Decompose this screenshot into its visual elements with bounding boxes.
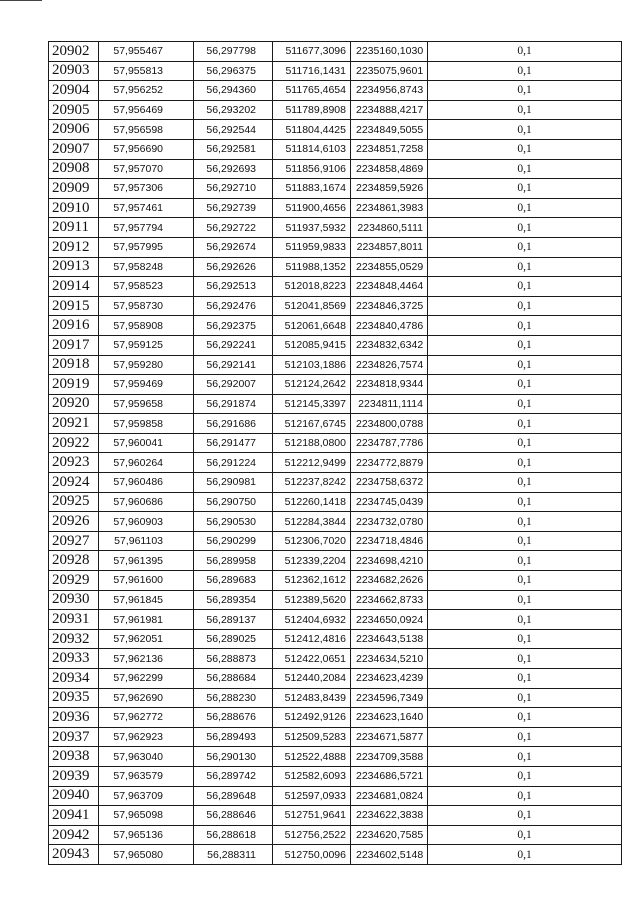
y-coordinate-cell: 2234800,0788 <box>351 414 428 434</box>
y-coordinate-cell: 2234596,7349 <box>351 688 428 708</box>
x-coordinate-cell: 512483,8439 <box>273 688 351 708</box>
point-number-cell: 20905 <box>49 100 99 120</box>
table-row <box>49 629 622 649</box>
table-row <box>49 610 622 630</box>
x-coordinate-cell: 511814,6103 <box>273 139 351 159</box>
latitude-cell: 57,965080 <box>99 845 194 865</box>
table-row <box>49 473 622 493</box>
latitude-cell: 57,965098 <box>99 806 194 826</box>
point-number-cell: 20927 <box>49 531 99 551</box>
y-coordinate-cell: 2234849,5055 <box>351 120 428 140</box>
longitude-cell: 56,296375 <box>194 61 273 81</box>
longitude-cell: 56,288230 <box>194 688 273 708</box>
latitude-cell: 57,958523 <box>99 277 194 297</box>
y-coordinate-cell: 2234718,4846 <box>351 531 428 551</box>
point-number-cell: 20922 <box>49 433 99 453</box>
table-row <box>49 120 622 140</box>
latitude-cell: 57,963040 <box>99 747 194 767</box>
x-coordinate-cell: 512339,2204 <box>273 551 351 571</box>
y-coordinate-cell: 2234851,7258 <box>351 139 428 159</box>
x-coordinate-cell: 511804,4425 <box>273 120 351 140</box>
value-cell: 0,1 <box>428 237 622 257</box>
y-coordinate-cell: 2234622,3838 <box>351 806 428 826</box>
table-row <box>49 277 622 297</box>
longitude-cell: 56,292693 <box>194 159 273 179</box>
y-coordinate-cell: 2234888,4217 <box>351 100 428 120</box>
longitude-cell: 56,289493 <box>194 727 273 747</box>
latitude-cell: 57,957794 <box>99 218 194 238</box>
latitude-cell: 57,956469 <box>99 100 194 120</box>
longitude-cell: 56,292007 <box>194 375 273 395</box>
point-number-cell: 20904 <box>49 81 99 101</box>
x-coordinate-cell: 512212,9499 <box>273 453 351 473</box>
point-number-cell: 20917 <box>49 335 99 355</box>
x-coordinate-cell: 512284,3844 <box>273 512 351 532</box>
table-row <box>49 708 622 728</box>
y-coordinate-cell: 2234846,3725 <box>351 296 428 316</box>
point-number-cell: 20931 <box>49 610 99 630</box>
point-number-cell: 20923 <box>49 453 99 473</box>
longitude-cell: 56,289137 <box>194 610 273 630</box>
table-row <box>49 81 622 101</box>
latitude-cell: 57,961981 <box>99 610 194 630</box>
latitude-cell: 57,963709 <box>99 786 194 806</box>
table-row <box>49 688 622 708</box>
point-number-cell: 20916 <box>49 316 99 336</box>
x-coordinate-cell: 512167,6745 <box>273 414 351 434</box>
longitude-cell: 56,292141 <box>194 355 273 375</box>
x-coordinate-cell: 512362,1612 <box>273 571 351 591</box>
table-row <box>49 42 622 62</box>
x-coordinate-cell: 511883,1674 <box>273 179 351 199</box>
x-coordinate-cell: 512188,0800 <box>273 433 351 453</box>
longitude-cell: 56,294360 <box>194 81 273 101</box>
table-row <box>49 433 622 453</box>
value-cell: 0,1 <box>428 551 622 571</box>
table-row <box>49 649 622 669</box>
latitude-cell: 57,956252 <box>99 81 194 101</box>
value-cell: 0,1 <box>428 159 622 179</box>
value-cell: 0,1 <box>428 531 622 551</box>
point-number-cell: 20935 <box>49 688 99 708</box>
longitude-cell: 56,292674 <box>194 237 273 257</box>
value-cell: 0,1 <box>428 806 622 826</box>
table-row <box>49 492 622 512</box>
point-number-cell: 20936 <box>49 708 99 728</box>
point-number-cell: 20909 <box>49 179 99 199</box>
value-cell: 0,1 <box>428 492 622 512</box>
y-coordinate-cell: 2234787,7786 <box>351 433 428 453</box>
y-coordinate-cell: 2234623,1640 <box>351 708 428 728</box>
table-row <box>49 316 622 336</box>
point-number-cell: 20926 <box>49 512 99 532</box>
table-row <box>49 257 622 277</box>
y-coordinate-cell: 2234858,4869 <box>351 159 428 179</box>
value-cell: 0,1 <box>428 825 622 845</box>
y-coordinate-cell: 2234861,3983 <box>351 198 428 218</box>
y-coordinate-cell: 2235160,1030 <box>351 42 428 62</box>
longitude-cell: 56,288873 <box>194 649 273 669</box>
point-number-cell: 20908 <box>49 159 99 179</box>
y-coordinate-cell: 2234818,9344 <box>351 375 428 395</box>
x-coordinate-cell: 511765,4654 <box>273 81 351 101</box>
value-cell: 0,1 <box>428 81 622 101</box>
value-cell: 0,1 <box>428 610 622 630</box>
point-number-cell: 20934 <box>49 669 99 689</box>
y-coordinate-cell: 2234643,5138 <box>351 629 428 649</box>
y-coordinate-cell: 2234772,8879 <box>351 453 428 473</box>
longitude-cell: 56,292626 <box>194 257 273 277</box>
x-coordinate-cell: 511789,8908 <box>273 100 351 120</box>
value-cell: 0,1 <box>428 100 622 120</box>
value-cell: 0,1 <box>428 335 622 355</box>
latitude-cell: 57,957461 <box>99 198 194 218</box>
y-coordinate-cell: 2234623,4239 <box>351 669 428 689</box>
longitude-cell: 56,289958 <box>194 551 273 571</box>
longitude-cell: 56,293202 <box>194 100 273 120</box>
point-number-cell: 20938 <box>49 747 99 767</box>
y-coordinate-cell: 2234709,3588 <box>351 747 428 767</box>
table-row <box>49 355 622 375</box>
y-coordinate-cell: 2234758,6372 <box>351 473 428 493</box>
latitude-cell: 57,955467 <box>99 42 194 62</box>
table-row <box>49 198 622 218</box>
value-cell: 0,1 <box>428 747 622 767</box>
longitude-cell: 56,291224 <box>194 453 273 473</box>
latitude-cell: 57,962772 <box>99 708 194 728</box>
x-coordinate-cell: 511900,4656 <box>273 198 351 218</box>
y-coordinate-cell: 2235075,9601 <box>351 61 428 81</box>
longitude-cell: 56,292581 <box>194 139 273 159</box>
value-cell: 0,1 <box>428 257 622 277</box>
x-coordinate-cell: 511856,9106 <box>273 159 351 179</box>
value-cell: 0,1 <box>428 708 622 728</box>
y-coordinate-cell: 2234840,4786 <box>351 316 428 336</box>
value-cell: 0,1 <box>428 669 622 689</box>
table-row <box>49 218 622 238</box>
y-coordinate-cell: 2234620,7585 <box>351 825 428 845</box>
latitude-cell: 57,962051 <box>99 629 194 649</box>
x-coordinate-cell: 512237,8242 <box>273 473 351 493</box>
x-coordinate-cell: 512404,6932 <box>273 610 351 630</box>
longitude-cell: 56,292476 <box>194 296 273 316</box>
point-number-cell: 20919 <box>49 375 99 395</box>
table-row <box>49 394 622 414</box>
point-number-cell: 20921 <box>49 414 99 434</box>
latitude-cell: 57,960686 <box>99 492 194 512</box>
value-cell: 0,1 <box>428 139 622 159</box>
longitude-cell: 56,290750 <box>194 492 273 512</box>
y-coordinate-cell: 2234671,5877 <box>351 727 428 747</box>
latitude-cell: 57,959125 <box>99 335 194 355</box>
y-coordinate-cell: 2234811,1114 <box>351 394 428 414</box>
value-cell: 0,1 <box>428 590 622 610</box>
point-number-cell: 20943 <box>49 845 99 865</box>
value-cell: 0,1 <box>428 316 622 336</box>
value-cell: 0,1 <box>428 453 622 473</box>
longitude-cell: 56,292513 <box>194 277 273 297</box>
point-number-cell: 20924 <box>49 473 99 493</box>
x-coordinate-cell: 512041,8569 <box>273 296 351 316</box>
value-cell: 0,1 <box>428 473 622 493</box>
y-coordinate-cell: 2234681,0824 <box>351 786 428 806</box>
value-cell: 0,1 <box>428 296 622 316</box>
latitude-cell: 57,960486 <box>99 473 194 493</box>
longitude-cell: 56,288618 <box>194 825 273 845</box>
longitude-cell: 56,289742 <box>194 766 273 786</box>
table-row <box>49 845 622 865</box>
table-row <box>49 531 622 551</box>
value-cell: 0,1 <box>428 394 622 414</box>
x-coordinate-cell: 512422,0651 <box>273 649 351 669</box>
value-cell: 0,1 <box>428 61 622 81</box>
latitude-cell: 57,960041 <box>99 433 194 453</box>
table-row <box>49 590 622 610</box>
point-number-cell: 20928 <box>49 551 99 571</box>
y-coordinate-cell: 2234860,5111 <box>351 218 428 238</box>
point-number-cell: 20930 <box>49 590 99 610</box>
point-number-cell: 20942 <box>49 825 99 845</box>
longitude-cell: 56,291477 <box>194 433 273 453</box>
latitude-cell: 57,962923 <box>99 727 194 747</box>
y-coordinate-cell: 2234634,5210 <box>351 649 428 669</box>
x-coordinate-cell: 512492,9126 <box>273 708 351 728</box>
x-coordinate-cell: 512440,2084 <box>273 669 351 689</box>
table-row <box>49 571 622 591</box>
table-row <box>49 551 622 571</box>
x-coordinate-cell: 511716,1431 <box>273 61 351 81</box>
y-coordinate-cell: 2234686,5721 <box>351 766 428 786</box>
longitude-cell: 56,292241 <box>194 335 273 355</box>
latitude-cell: 57,962299 <box>99 669 194 689</box>
value-cell: 0,1 <box>428 355 622 375</box>
x-coordinate-cell: 511959,9833 <box>273 237 351 257</box>
longitude-cell: 56,289648 <box>194 786 273 806</box>
x-coordinate-cell: 512103,1886 <box>273 355 351 375</box>
latitude-cell: 57,959469 <box>99 375 194 395</box>
latitude-cell: 57,962690 <box>99 688 194 708</box>
y-coordinate-cell: 2234745,0439 <box>351 492 428 512</box>
x-coordinate-cell: 512751,9641 <box>273 806 351 826</box>
latitude-cell: 57,959280 <box>99 355 194 375</box>
longitude-cell: 56,291686 <box>194 414 273 434</box>
table-row <box>49 296 622 316</box>
value-cell: 0,1 <box>428 218 622 238</box>
longitude-cell: 56,291874 <box>194 394 273 414</box>
latitude-cell: 57,956690 <box>99 139 194 159</box>
table-row <box>49 139 622 159</box>
coordinates-table <box>48 41 622 865</box>
longitude-cell: 56,292544 <box>194 120 273 140</box>
point-number-cell: 20933 <box>49 649 99 669</box>
value-cell: 0,1 <box>428 629 622 649</box>
table-row <box>49 100 622 120</box>
point-number-cell: 20937 <box>49 727 99 747</box>
value-cell: 0,1 <box>428 571 622 591</box>
longitude-cell: 56,289354 <box>194 590 273 610</box>
value-cell: 0,1 <box>428 42 622 62</box>
value-cell: 0,1 <box>428 649 622 669</box>
point-number-cell: 20914 <box>49 277 99 297</box>
latitude-cell: 57,959658 <box>99 394 194 414</box>
longitude-cell: 56,288676 <box>194 708 273 728</box>
latitude-cell: 57,957995 <box>99 237 194 257</box>
value-cell: 0,1 <box>428 198 622 218</box>
y-coordinate-cell: 2234848,4464 <box>351 277 428 297</box>
y-coordinate-cell: 2234855,0529 <box>351 257 428 277</box>
x-coordinate-cell: 512018,8223 <box>273 277 351 297</box>
y-coordinate-cell: 2234682,2626 <box>351 571 428 591</box>
point-number-cell: 20941 <box>49 806 99 826</box>
longitude-cell: 56,290530 <box>194 512 273 532</box>
value-cell: 0,1 <box>428 727 622 747</box>
x-coordinate-cell: 512509,5283 <box>273 727 351 747</box>
y-coordinate-cell: 2234832,6342 <box>351 335 428 355</box>
longitude-cell: 56,292710 <box>194 179 273 199</box>
value-cell: 0,1 <box>428 375 622 395</box>
x-coordinate-cell: 512582,6093 <box>273 766 351 786</box>
table-row <box>49 237 622 257</box>
y-coordinate-cell: 2234857,8011 <box>351 237 428 257</box>
latitude-cell: 57,965136 <box>99 825 194 845</box>
point-number-cell: 20918 <box>49 355 99 375</box>
latitude-cell: 57,956598 <box>99 120 194 140</box>
value-cell: 0,1 <box>428 688 622 708</box>
value-cell: 0,1 <box>428 433 622 453</box>
longitude-cell: 56,292375 <box>194 316 273 336</box>
longitude-cell: 56,290299 <box>194 531 273 551</box>
latitude-cell: 57,963579 <box>99 766 194 786</box>
longitude-cell: 56,289683 <box>194 571 273 591</box>
table-row <box>49 159 622 179</box>
x-coordinate-cell: 512260,1418 <box>273 492 351 512</box>
table-row <box>49 786 622 806</box>
point-number-cell: 20906 <box>49 120 99 140</box>
x-coordinate-cell: 512389,5620 <box>273 590 351 610</box>
latitude-cell: 57,957306 <box>99 179 194 199</box>
latitude-cell: 57,961395 <box>99 551 194 571</box>
value-cell: 0,1 <box>428 179 622 199</box>
point-number-cell: 20929 <box>49 571 99 591</box>
y-coordinate-cell: 2234602,5148 <box>351 845 428 865</box>
table-row <box>49 727 622 747</box>
value-cell: 0,1 <box>428 120 622 140</box>
latitude-cell: 57,961600 <box>99 571 194 591</box>
longitude-cell: 56,288684 <box>194 669 273 689</box>
table-row <box>49 61 622 81</box>
y-coordinate-cell: 2234956,8743 <box>351 81 428 101</box>
value-cell: 0,1 <box>428 845 622 865</box>
table-row <box>49 179 622 199</box>
x-coordinate-cell: 512306,7020 <box>273 531 351 551</box>
table-row <box>49 825 622 845</box>
x-coordinate-cell: 512124,2642 <box>273 375 351 395</box>
latitude-cell: 57,960903 <box>99 512 194 532</box>
table-row <box>49 453 622 473</box>
longitude-cell: 56,297798 <box>194 42 273 62</box>
y-coordinate-cell: 2234698,4210 <box>351 551 428 571</box>
latitude-cell: 57,958730 <box>99 296 194 316</box>
value-cell: 0,1 <box>428 414 622 434</box>
y-coordinate-cell: 2234650,0924 <box>351 610 428 630</box>
point-number-cell: 20910 <box>49 198 99 218</box>
table-row <box>49 375 622 395</box>
table-row <box>49 766 622 786</box>
y-coordinate-cell: 2234732,0780 <box>351 512 428 532</box>
x-coordinate-cell: 512756,2522 <box>273 825 351 845</box>
longitude-cell: 56,289025 <box>194 629 273 649</box>
value-cell: 0,1 <box>428 786 622 806</box>
point-number-cell: 20932 <box>49 629 99 649</box>
value-cell: 0,1 <box>428 512 622 532</box>
table-row <box>49 335 622 355</box>
point-number-cell: 20920 <box>49 394 99 414</box>
x-coordinate-cell: 511937,5932 <box>273 218 351 238</box>
longitude-cell: 56,292722 <box>194 218 273 238</box>
point-number-cell: 20911 <box>49 218 99 238</box>
point-number-cell: 20913 <box>49 257 99 277</box>
point-number-cell: 20939 <box>49 766 99 786</box>
table-body <box>49 42 622 865</box>
table-row <box>49 669 622 689</box>
point-number-cell: 20940 <box>49 786 99 806</box>
top-rule <box>0 0 42 1</box>
x-coordinate-cell: 511677,3096 <box>273 42 351 62</box>
longitude-cell: 56,290130 <box>194 747 273 767</box>
point-number-cell: 20925 <box>49 492 99 512</box>
latitude-cell: 57,962136 <box>99 649 194 669</box>
value-cell: 0,1 <box>428 277 622 297</box>
table-row <box>49 747 622 767</box>
x-coordinate-cell: 511988,1352 <box>273 257 351 277</box>
latitude-cell: 57,957070 <box>99 159 194 179</box>
latitude-cell: 57,960264 <box>99 453 194 473</box>
table-row <box>49 806 622 826</box>
point-number-cell: 20903 <box>49 61 99 81</box>
point-number-cell: 20915 <box>49 296 99 316</box>
point-number-cell: 20912 <box>49 237 99 257</box>
longitude-cell: 56,288646 <box>194 806 273 826</box>
y-coordinate-cell: 2234826,7574 <box>351 355 428 375</box>
y-coordinate-cell: 2234859,5926 <box>351 179 428 199</box>
latitude-cell: 57,961845 <box>99 590 194 610</box>
x-coordinate-cell: 512145,3397 <box>273 394 351 414</box>
x-coordinate-cell: 512522,4888 <box>273 747 351 767</box>
latitude-cell: 57,959858 <box>99 414 194 434</box>
x-coordinate-cell: 512412,4816 <box>273 629 351 649</box>
longitude-cell: 56,290981 <box>194 473 273 493</box>
x-coordinate-cell: 512085,9415 <box>273 335 351 355</box>
point-number-cell: 20902 <box>49 42 99 62</box>
longitude-cell: 56,292739 <box>194 198 273 218</box>
point-number-cell: 20907 <box>49 139 99 159</box>
x-coordinate-cell: 512750,0096 <box>273 845 351 865</box>
latitude-cell: 57,961103 <box>99 531 194 551</box>
y-coordinate-cell: 2234662,8733 <box>351 590 428 610</box>
value-cell: 0,1 <box>428 766 622 786</box>
x-coordinate-cell: 512061,6648 <box>273 316 351 336</box>
x-coordinate-cell: 512597,0933 <box>273 786 351 806</box>
table-row <box>49 512 622 532</box>
latitude-cell: 57,955813 <box>99 61 194 81</box>
table-row <box>49 414 622 434</box>
longitude-cell: 56,288311 <box>194 845 273 865</box>
latitude-cell: 57,958248 <box>99 257 194 277</box>
latitude-cell: 57,958908 <box>99 316 194 336</box>
